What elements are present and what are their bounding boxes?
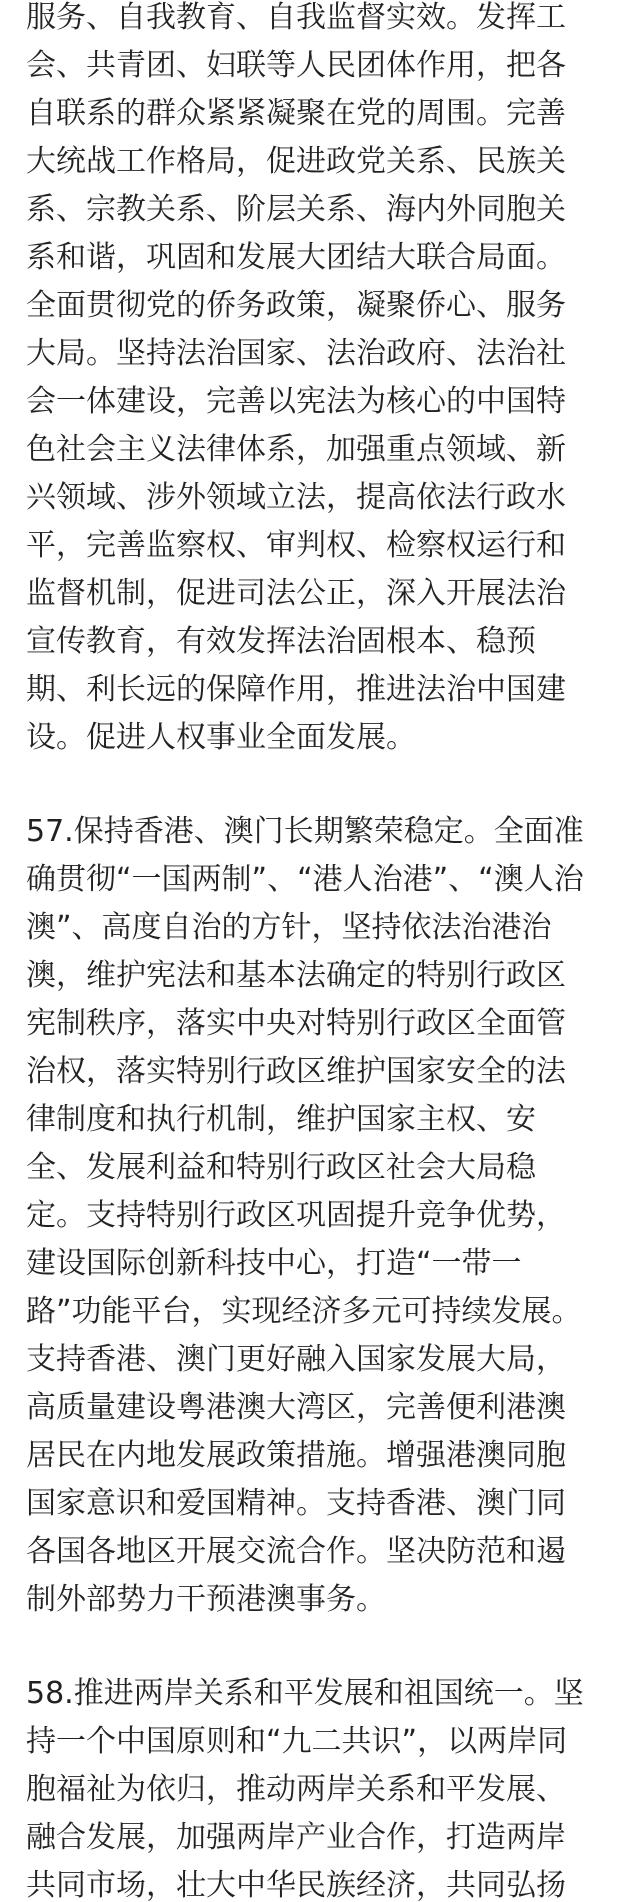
- text-line: 澳，维护宪法和基本法确定的特别行政区: [26, 958, 566, 993]
- paragraph-57-hong-kong-macao: [26, 808, 622, 1624]
- text-line: 平，完善监察权、审判权、检察权运行和: [26, 528, 566, 563]
- text-line: 监督机制，促进司法公正，深入开展法治: [26, 576, 566, 611]
- paragraph-58-cross-strait: [26, 1670, 622, 1902]
- text-line: 大统战工作格局，促进政党关系、民族关: [26, 144, 566, 179]
- text-line: 会一体建设，完善以宪法为核心的中国特: [26, 384, 566, 419]
- text-line: 57.保持香港、澳门长期繁荣稳定。全面准: [26, 814, 584, 849]
- paragraph-rule-of-law: [26, 0, 622, 762]
- text-line: 期、利长远的保障作用，推进法治中国建: [26, 672, 566, 707]
- text-line: 确贯彻“一国两制”、“港人治港”、“澳人治: [26, 862, 584, 897]
- text-line: 持一个中国原则和“九二共识”，以两岸同: [26, 1724, 568, 1759]
- text-line: 各国各地区开展交流合作。坚决防范和遏: [26, 1534, 566, 1569]
- text-line: 服务、自我教育、自我监督实效。发挥工: [26, 0, 566, 35]
- text-line: 自联系的群众紧紧凝聚在党的周围。完善: [26, 96, 566, 131]
- text-line: 色社会主义法律体系，加强重点领域、新: [26, 432, 566, 467]
- text-line: 居民在内地发展政策措施。增强港澳同胞: [26, 1438, 566, 1473]
- text-line: 胞福祉为依归，推动两岸关系和平发展、: [26, 1772, 566, 1807]
- text-line: 路”功能平台，实现经济多元可持续发展。: [26, 1294, 582, 1329]
- text-line: 全、发展利益和特别行政区社会大局稳: [26, 1150, 536, 1185]
- text-line: 澳”、高度自治的方针，坚持依法治港治: [26, 910, 552, 945]
- text-line: 融合发展，加强两岸产业合作，打造两岸: [26, 1820, 566, 1855]
- text-line: 大局。坚持法治国家、法治政府、法治社: [26, 336, 566, 371]
- text-line: 全面贯彻党的侨务政策，凝聚侨心、服务: [26, 288, 566, 323]
- text-line: 建设国际创新科技中心，打造“一带一: [26, 1246, 522, 1281]
- text-line: 宪制秩序，落实中央对特别行政区全面管: [26, 1006, 566, 1041]
- text-line: 高质量建设粤港澳大湾区，完善便利港澳: [26, 1390, 566, 1425]
- text-line: 共同市场，壮大中华民族经济，共同弘扬: [26, 1868, 566, 1902]
- text-line: 58.推进两岸关系和平发展和祖国统一。坚: [26, 1676, 584, 1711]
- text-line: 设。促进人权事业全面发展。: [26, 720, 416, 755]
- text-line: 制外部势力干预港澳事务。: [26, 1582, 386, 1617]
- text-line: 定。支持特别行政区巩固提升竞争优势，: [26, 1198, 566, 1233]
- text-line: 律制度和执行机制，维护国家主权、安: [26, 1102, 536, 1137]
- text-line: 治权，落实特别行政区维护国家安全的法: [26, 1054, 566, 1089]
- text-line: 国家意识和爱国精神。支持香港、澳门同: [26, 1486, 566, 1521]
- text-line: 支持香港、澳门更好融入国家发展大局，: [26, 1342, 566, 1377]
- text-line: 系、宗教关系、阶层关系、海内外同胞关: [26, 192, 566, 227]
- text-line: 会、共青团、妇联等人民团体作用，把各: [26, 48, 566, 83]
- paragraph-gap: [26, 1624, 622, 1670]
- text-line: 兴领域、涉外领域立法，提高依法行政水: [26, 480, 566, 515]
- text-line: 宣传教育，有效发挥法治固根本、稳预: [26, 624, 536, 659]
- paragraph-gap: [26, 762, 622, 808]
- text-line: 系和谐，巩固和发展大团结大联合局面。: [26, 240, 566, 275]
